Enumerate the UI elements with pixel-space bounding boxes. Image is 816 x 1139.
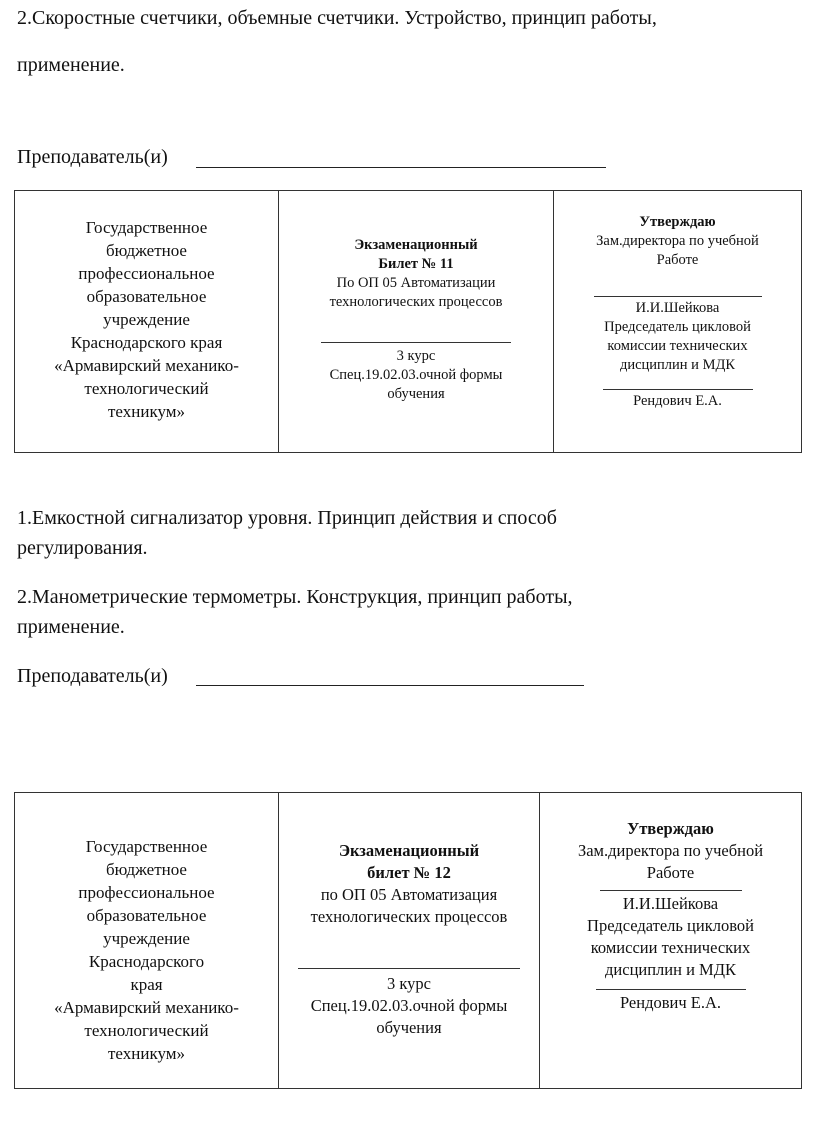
school-line: техникум»: [108, 402, 185, 421]
chair-title: Председатель цикловой: [604, 319, 751, 335]
school-line: Государственное: [85, 837, 208, 856]
course: 3 курс: [387, 974, 431, 993]
approval-cell: [553, 191, 801, 452]
teacher-signature-line: [196, 685, 584, 686]
chair-title: комиссии технических: [607, 338, 748, 354]
deputy-name: И.И.Шейкова: [622, 894, 719, 913]
study-form: обучения: [376, 1018, 442, 1037]
signature-line: [594, 296, 762, 297]
study-form: обучения: [387, 386, 445, 402]
school-line: технологический: [84, 379, 209, 398]
question-2-line-2: применение.: [17, 616, 125, 638]
school-line: Краснодарского: [88, 952, 205, 971]
school-line: учреждение: [103, 929, 190, 948]
signature-line: [596, 989, 746, 990]
signature-line: [298, 968, 520, 969]
ticket-info-cell: [278, 191, 553, 452]
ticket-number: Билет № 11: [378, 256, 454, 272]
ticket-title: Экзаменационный: [354, 237, 478, 253]
subject-line: технологических процессов: [310, 907, 508, 926]
teacher-label: Преподаватель(и): [17, 665, 168, 687]
teacher-signature-line: [196, 167, 606, 168]
deputy-title: Работе: [656, 252, 699, 268]
school-line: образовательное: [86, 287, 207, 306]
school-line: бюджетное: [106, 860, 187, 879]
course: 3 курс: [396, 348, 436, 364]
ticket-title: Экзаменационный: [338, 841, 480, 860]
specialty: Спец.19.02.03.очной формы: [310, 996, 508, 1015]
signature-line: [600, 890, 742, 891]
question-2-line-2: применение.: [17, 54, 125, 76]
question-1-line-2: регулирования.: [17, 537, 148, 559]
approve-label: Утверждаю: [639, 214, 716, 230]
chair-name: Рендович Е.А.: [619, 993, 722, 1012]
chair-title: комиссии технических: [590, 938, 751, 957]
school-line: Краснодарского края: [70, 333, 223, 352]
school-cell: [15, 793, 278, 1088]
question-1-line-1: 1.Емкостной сигнализатор уровня. Принцип действия и способ: [17, 507, 557, 529]
question-2-line-1: 2.Манометрические термометры. Конструкция, принцип работы,: [17, 586, 573, 608]
specialty: Спец.19.02.03.очной формы: [329, 367, 503, 383]
school-line: бюджетное: [106, 241, 187, 260]
chair-title: дисциплин и МДК: [605, 960, 736, 979]
subject-line: По ОП 05 Автоматизации: [336, 275, 496, 291]
school-cell: [15, 191, 278, 452]
subject-line: по ОП 05 Автоматизация: [320, 885, 498, 904]
school-line: «Армавирский механико-: [54, 356, 239, 375]
ticket-info-cell: [278, 793, 539, 1088]
school-line: техникум»: [108, 1044, 185, 1063]
ticket-11-header: [14, 190, 802, 453]
school-line: профессиональное: [78, 264, 215, 283]
ticket-number: билет № 12: [367, 863, 451, 882]
approval-cell: [539, 793, 801, 1088]
subject-line: технологических процессов: [329, 294, 503, 310]
ticket-12-header: [14, 792, 802, 1089]
school-line: образовательное: [86, 906, 207, 925]
deputy-title: Работе: [646, 863, 695, 882]
signature-line: [321, 342, 511, 343]
deputy-name: И.И.Шейкова: [635, 300, 720, 316]
school-line: края: [130, 975, 163, 994]
deputy-title: Зам.директора по учебной: [577, 841, 764, 860]
signature-line: [603, 389, 753, 390]
chair-title: Председатель цикловой: [587, 916, 754, 935]
deputy-title: Зам.директора по учебной: [596, 233, 759, 249]
school-line: Государственное: [85, 218, 208, 237]
chair-name: Рендович Е.А.: [633, 393, 722, 409]
school-line: профессиональное: [78, 883, 215, 902]
school-line: технологический: [84, 1021, 209, 1040]
school-line: «Армавирский механико-: [54, 998, 239, 1017]
chair-title: дисциплин и МДК: [619, 357, 736, 373]
approve-label: Утверждаю: [627, 819, 714, 838]
school-line: учреждение: [103, 310, 190, 329]
question-2-line-1: 2.Скоростные счетчики, объемные счетчики. Устройство, принцип работы,: [17, 7, 657, 29]
teacher-label: Преподаватель(и): [17, 146, 168, 168]
